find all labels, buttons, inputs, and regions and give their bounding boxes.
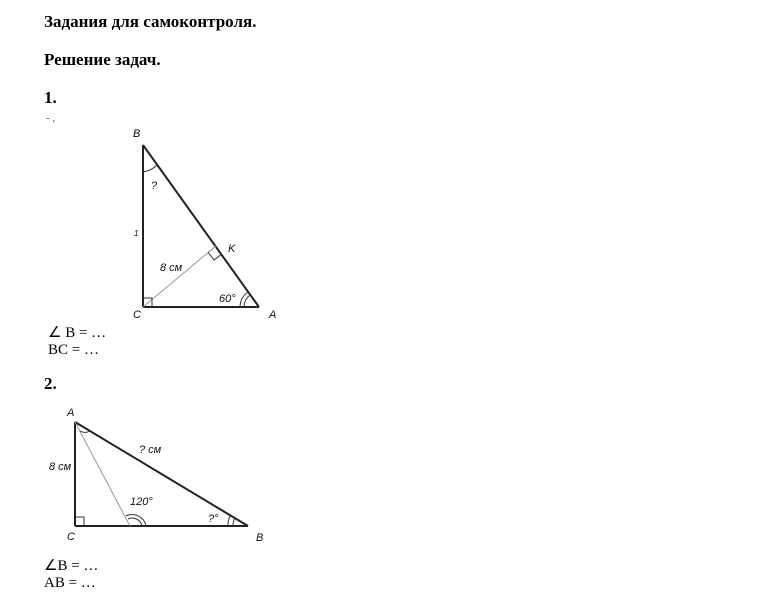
leg-ac-label: 8 см xyxy=(49,461,72,473)
side-ab xyxy=(143,145,259,307)
side-bc-mark: 1 xyxy=(134,229,139,238)
angle-b2-label: ?° xyxy=(208,513,219,525)
side-ab-2 xyxy=(75,422,248,526)
point-k-label: K xyxy=(228,243,236,255)
answer-bc: BC = … xyxy=(48,342,99,358)
scan-artifact: - , xyxy=(46,112,56,124)
angle-a-label: 60° xyxy=(219,293,236,305)
angle-a-arc-2 xyxy=(80,431,90,432)
vertex-b2-label: B xyxy=(256,532,264,544)
angle-120-arc-inner xyxy=(128,518,142,526)
task-2-number: 2. xyxy=(44,374,57,393)
vertex-b-label: B xyxy=(133,128,141,140)
vertex-a2-label: A xyxy=(67,407,75,419)
answer-angle-b2: ∠B = … xyxy=(44,558,99,574)
angle-b-arc xyxy=(143,165,157,172)
right-angle-mark-c2 xyxy=(75,517,84,526)
hypotenuse-label: ? см xyxy=(139,444,162,456)
angle-b-question: ? xyxy=(151,180,158,192)
angle-b-arc-inner xyxy=(233,518,235,526)
vertex-c2-label: C xyxy=(67,531,75,543)
section-title: Решение задач. xyxy=(44,50,161,69)
angle-120-label: 120° xyxy=(130,496,153,508)
angle-b-arc-outer xyxy=(228,516,230,526)
answer-angle-b: ∠ B = … xyxy=(48,325,107,341)
answer-ab: AB = … xyxy=(44,575,96,591)
altitude-length-label: 8 см xyxy=(160,262,183,274)
altitude-ck xyxy=(143,246,216,307)
vertex-c-label: C xyxy=(133,309,141,321)
task-1-number: 1. xyxy=(44,88,57,107)
vertex-a-label: A xyxy=(269,309,277,321)
page-title: Задания для самоконтроля. xyxy=(44,12,257,31)
angle-a-arc-inner xyxy=(244,295,250,307)
